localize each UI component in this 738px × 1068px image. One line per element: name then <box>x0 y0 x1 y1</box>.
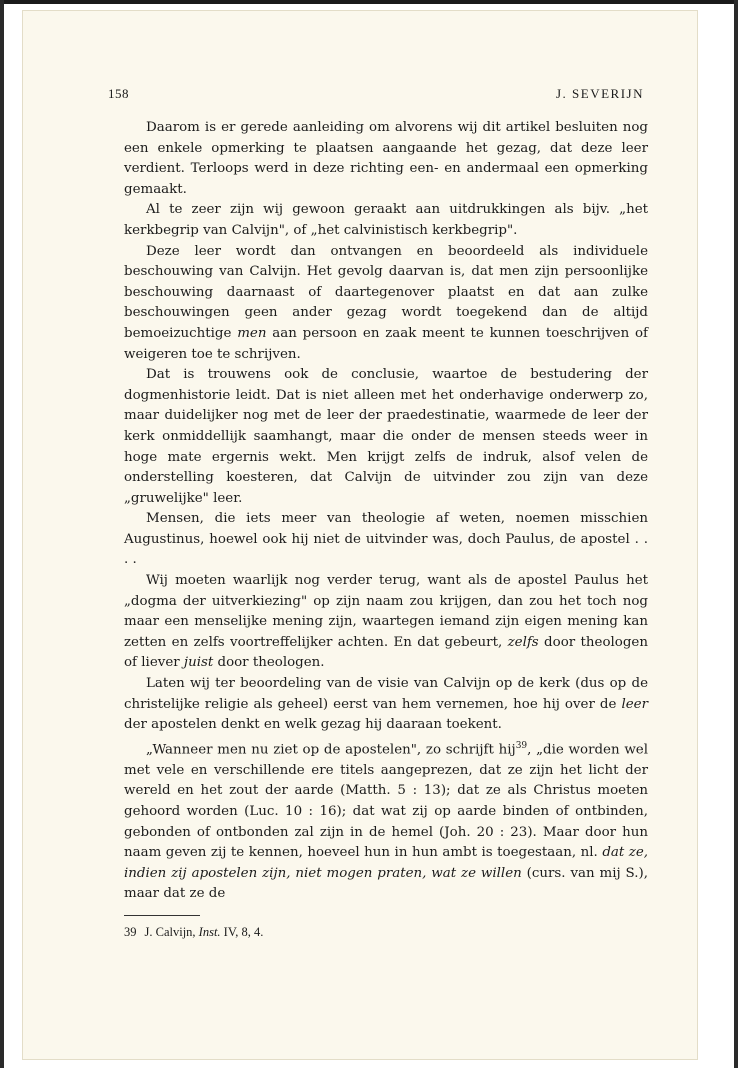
footnote-number: 39 <box>124 925 137 939</box>
text-run: door theologen of liever <box>124 634 648 671</box>
text-run: Wij moeten waarlijk nog verder terug, want als de apostel Paulus het „dogma der uitverkiezing" op zijn naam zou krijgen, dan zou het toch nog maar een menselijke mening zijn, waartegen iemand zijn eigen mening kan zetten en zelfs voortreffelijker achten. En dat gebeurt, <box>124 573 648 650</box>
italic-text: leer <box>621 696 648 712</box>
text-run: door theologen. <box>213 655 325 671</box>
italic-text: juist <box>183 655 214 671</box>
paragraph <box>124 674 648 736</box>
running-head-author: J. SEVERIJN <box>555 86 644 101</box>
text-run: Daarom is er gerede aanleiding om alvorens wij dit artikel besluiten nog een enkele opmerking te plaatsen aangaande het gezag, dat deze leer verdient. Terloops werd in deze richting een- en andermaal een opmerking gemaakt. <box>124 120 648 197</box>
footnote-italic: Inst. <box>198 925 221 939</box>
footnote-reference: 39 <box>515 740 528 751</box>
italic-text: zelfs <box>507 634 539 650</box>
page-header <box>108 86 644 106</box>
text-run: Laten wij ter beoordeling van de visie van Calvijn op de kerk (dus op de christelijke religie als geheel) eerst van hem vernemen, hoe hij over de <box>124 676 648 712</box>
text-run: Dat is trouwens ook de conclusie, waartoe de bestudering der dogmenhistorie leidt. Dat is niet alleen met het onderhavige onderwerp zo, maar duidelijker nog met de leer der praedestinatie, waarmede de leer der kerk onmiddellijk saamhangt, maar die onder de mensen steeds weer in hoge mate ergernis wekt. Men krijgt zelfs de indruk, alsof velen de onderstelling koesteren, dat Calvijn de uitvinder zou zijn van deze „gruwelijke" leer. <box>124 367 648 506</box>
body-text <box>124 118 648 905</box>
paragraph <box>124 571 648 674</box>
footnote-rule <box>124 915 200 916</box>
text-run: Mensen, die iets meer van theologie af weten, noemen misschien Augustinus, hoewel ook hij niet de uitvinder was, doch Paulus, de apostel . . . . <box>124 511 648 568</box>
text-run: der apostelen denkt en welk gezag hij daaraan toekent. <box>124 717 502 733</box>
paragraph <box>124 365 648 509</box>
text-run: , „die worden wel met vele en verschillende ere titels aangeprezen, dat ze zijn het licht der wereld en het zout der aarde (Matth. 5 : 13); dat ze als Christus moeten gehoord worden (Luc. 10 : 16); dat wat zij op aarde binden of ontbinden, gebonden of ontbonden zal zijn in de hemel (Joh. 20 : 23). Maar door hun naam geven zij te kennen, hoeveel hun in hun ambt is toegestaan, nl. <box>124 742 648 861</box>
italic-text: men <box>237 325 267 341</box>
page-number: 158 <box>108 86 129 101</box>
text-run: Al te zeer zijn wij gewoon geraakt aan uitdrukkingen als bijv. „het kerkbegrip van Calvijn", of „het calvinistisch kerkbegrip". <box>124 202 648 238</box>
text-run: Deze leer wordt dan ontvangen en beoordeeld als individuele beschouwing van Calvijn. Het gevolg daarvan is, dat men zijn persoonlijke beschouwing daarnaast of daartegenover plaatst en dat aan zulke beschouwingen geen ander gezag wordt toegekend dan de altijd bemoeizuchtige <box>124 243 648 341</box>
footnote <box>124 925 648 940</box>
footnote-text: J. Calvijn, <box>144 925 199 939</box>
paragraph <box>124 736 648 905</box>
paragraph <box>124 509 648 571</box>
text-run: aan persoon en zaak meent te kunnen toeschrijven of weigeren toe te schrijven. <box>124 325 649 362</box>
text-run: (curs. van mij S.), maar dat ze de <box>124 865 648 902</box>
paragraph <box>124 118 648 200</box>
scan-edge-left <box>0 0 4 1068</box>
paragraph <box>124 242 648 366</box>
text-run: „Wanneer men nu ziet op de apostelen", zo schrijft hij <box>146 742 516 758</box>
footnote-text: IV, 8, 4. <box>220 925 264 939</box>
scan-edge-top <box>0 0 738 4</box>
scan-edge-right <box>734 0 738 1068</box>
paragraph <box>124 200 648 241</box>
italic-text: dat ze, indien zij apostelen zijn, niet mogen praten, wat ze willen <box>124 845 648 881</box>
